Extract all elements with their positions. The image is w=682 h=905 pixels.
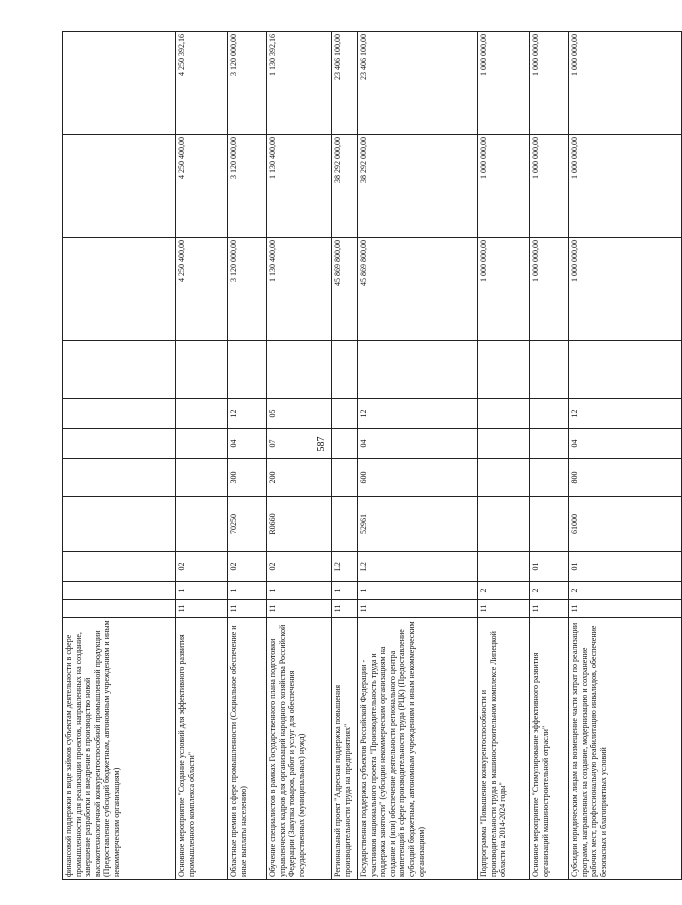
empty-code-cell [358,341,478,399]
program-name-cell: Основное мероприятие "Стимулирование эффективного развития организаций машиностроительной отрасли" [530,618,569,880]
amount-2-cell: 1 000 000,00 [530,135,569,238]
section-cell: 04 [358,429,478,459]
amount-2-cell: 1 000 000,00 [478,135,530,238]
program-code-cell [63,600,176,618]
amount-3-cell: 3 120 000,00 [228,32,267,135]
direction-code-cell [63,497,176,552]
expense-type-cell: 800 [569,459,682,497]
table-row [228,32,267,880]
section-cell [332,429,358,459]
section-cell [530,429,569,459]
activity-code-cell: L2 [358,552,478,582]
subsection-cell [63,399,176,429]
expense-type-cell [63,459,176,497]
section-cell [63,429,176,459]
subsection-cell [478,399,530,429]
program-name-cell: Обучение специалистов в рамках Государственного плана подготовки управленческих кадров для организаций народного хозяйства Российской Федерации (Закупка товаров, работ и услуг для обеспечения государственных (муниципальных) нужд) [267,618,332,880]
activity-code-cell [63,552,176,582]
table-row [267,32,332,880]
amount-1-cell: 1 000 000,00 [530,238,569,341]
subsection-cell: 05 [267,399,332,429]
empty-code-cell [267,341,332,399]
amount-3-cell: 1 000 000,00 [530,32,569,135]
program-code-cell: 11 [569,600,682,618]
amount-1-cell: 3 120 000,00 [228,238,267,341]
table-row [332,32,358,880]
expense-type-cell [332,459,358,497]
program-name-cell: финансовой поддержки в виде займов субъектам деятельности в сфере промышленности для реализации проектов, направленных на создание, завершение разработки и внедрение в производство новой высокотехнологичной конкурентоспособной промышленной продукции (Предоставление субсидий бюджетным, автономным учреждениям и иным некоммерческим организациям) [63,618,176,880]
program-code-cell: 11 [358,600,478,618]
amount-1-cell: 1 130 400,00 [267,238,332,341]
budget-table-sheet [62,32,608,880]
activity-code-cell: 02 [176,552,228,582]
direction-code-cell: 61000 [569,497,682,552]
subprogram-code-cell: 2 [530,582,569,600]
amount-2-cell: 1 000 000,00 [569,135,682,238]
program-name-cell: Региональный проект "Адресная поддержка повышения производительности труда на предприятиях" [332,618,358,880]
section-cell [478,429,530,459]
table-row [63,32,176,880]
rotated-table-wrapper [62,32,608,880]
program-code-cell: 11 [267,600,332,618]
subsection-cell: 12 [358,399,478,429]
table-row [569,32,682,880]
program-name-cell: Государственная поддержка субъектов Российской Федерации - участников национального проекта "Производительность труда и поддержка занятости" (субсидии некоммерческим организациям на создание и (или) обеспечение деятельности регионального центра компетенций в сфере производительности труда (РЦК) (Предоставление субсидий бюджетным, автономным учреждениям и иным некоммерческим организациям) [358,618,478,880]
amount-2-cell: 1 130 400,00 [267,135,332,238]
subprogram-code-cell: 1 [358,582,478,600]
activity-code-cell: 01 [569,552,682,582]
table-row [358,32,478,880]
section-cell [176,429,228,459]
section-cell: 04 [569,429,682,459]
program-code-cell: 11 [176,600,228,618]
program-name-cell: Основное мероприятие "Создание условий для эффективного развития промышленного комплекса области" [176,618,228,880]
amount-2-cell: 3 120 000,00 [228,135,267,238]
amount-1-cell [63,238,176,341]
subsection-cell [530,399,569,429]
subsection-cell: 12 [228,399,267,429]
activity-code-cell: 02 [228,552,267,582]
subprogram-code-cell: 1 [176,582,228,600]
subsection-cell [332,399,358,429]
amount-1-cell: 1 000 000,00 [478,238,530,341]
subprogram-code-cell: 1 [267,582,332,600]
program-code-cell: 11 [478,600,530,618]
amount-3-cell: 1 000 000,00 [478,32,530,135]
amount-2-cell [63,135,176,238]
program-name-cell: Субсидии юридическим лицам на возмещение части затрат по реализации программ, направленных на создание, модернизацию и сохранение рабочих мест, профессиональную реабилитацию инвалидов, обеспечение безопасных и благоприятных условий [569,618,682,880]
subprogram-code-cell: 2 [569,582,682,600]
table-row [176,32,228,880]
amount-3-cell [63,32,176,135]
direction-code-cell: 52961 [358,497,478,552]
program-code-cell: 11 [530,600,569,618]
amount-3-cell: 23 406 100,00 [332,32,358,135]
program-name-cell: Подпрограмма "Повышение конкурентоспособности и производительности труда в машиностроительном комплексе Липецкой области на 2014-2024 годы" [478,618,530,880]
section-cell: 04 [228,429,267,459]
amount-1-cell: 45 869 800,00 [358,238,478,341]
direction-code-cell [176,497,228,552]
amount-3-cell: 1 130 392,16 [267,32,332,135]
amount-2-cell: 4 250 400,00 [176,135,228,238]
expense-type-cell [478,459,530,497]
table-row [530,32,569,880]
amount-3-cell: 23 406 100,00 [358,32,478,135]
expense-type-cell: 200 [267,459,332,497]
empty-code-cell [332,341,358,399]
amount-1-cell: 4 250 400,00 [176,238,228,341]
page-number: 587 [316,436,327,452]
expense-type-cell: 300 [228,459,267,497]
expense-type-cell: 600 [358,459,478,497]
program-name-cell: Областные премии в сфере промышленности (Социальное обеспечение и иные выплаты населению) [228,618,267,880]
expense-type-cell [530,459,569,497]
amount-2-cell: 38 292 000,00 [332,135,358,238]
direction-code-cell [332,497,358,552]
empty-code-cell [63,341,176,399]
section-cell: 07 [267,429,332,459]
direction-code-cell [478,497,530,552]
amount-3-cell: 4 250 392,16 [176,32,228,135]
subprogram-code-cell: 2 [478,582,530,600]
empty-code-cell [176,341,228,399]
empty-code-cell [569,341,682,399]
subprogram-code-cell: 1 [228,582,267,600]
amount-1-cell: 45 869 800,00 [332,238,358,341]
empty-code-cell [478,341,530,399]
budget-table [62,31,682,880]
empty-code-cell [228,341,267,399]
subprogram-code-cell: 1 [332,582,358,600]
table-body [63,32,682,880]
subsection-cell [176,399,228,429]
empty-code-cell [530,341,569,399]
program-code-cell: 11 [228,600,267,618]
activity-code-cell [478,552,530,582]
table-row [478,32,530,880]
activity-code-cell: 01 [530,552,569,582]
amount-1-cell: 1 000 000,00 [569,238,682,341]
subprogram-code-cell [63,582,176,600]
program-code-cell: 11 [332,600,358,618]
amount-3-cell: 1 000 000,00 [569,32,682,135]
activity-code-cell: 02 [267,552,332,582]
direction-code-cell: 70250 [228,497,267,552]
expense-type-cell [176,459,228,497]
activity-code-cell: L2 [332,552,358,582]
subsection-cell: 12 [569,399,682,429]
amount-2-cell: 38 292 000,00 [358,135,478,238]
direction-code-cell: R0660 [267,497,332,552]
direction-code-cell [530,497,569,552]
